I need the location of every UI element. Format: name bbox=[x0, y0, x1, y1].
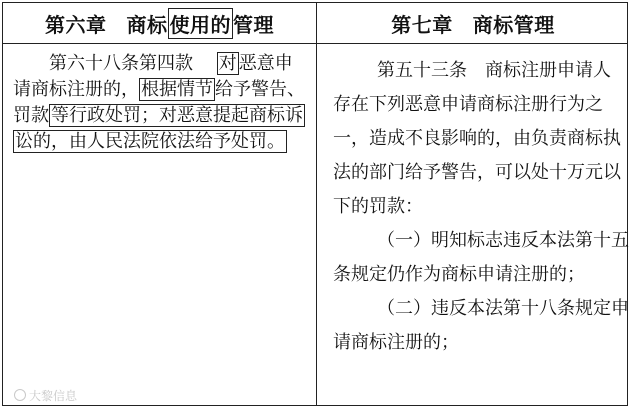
header-left-boxed: 使用的 bbox=[168, 8, 234, 39]
right-line: 一，造成不良影响的，由负责商标执 bbox=[333, 128, 621, 149]
column-divider bbox=[316, 3, 317, 405]
left-line-3 bbox=[13, 103, 311, 129]
left-boxed-4: 讼的，由人民法院依法给予处罚。 bbox=[15, 131, 285, 152]
watermark-text: 大黎信息 bbox=[29, 389, 78, 403]
header-right-post: 商标管理 bbox=[472, 12, 555, 37]
right-article-text bbox=[333, 59, 629, 365]
left-boxed-2: 根据情节 bbox=[141, 79, 213, 100]
right-line: （一）明知标志违反本法第十五 bbox=[377, 230, 629, 251]
header-chapter-7 bbox=[317, 3, 629, 43]
left-line-2-head: 请商标注册的， bbox=[13, 79, 139, 100]
left-boxed-3: 等行政处罚；对恶意提起商标诉 bbox=[51, 105, 303, 126]
header-right-pre: 第七章 bbox=[391, 12, 453, 37]
right-line: （二）违反本法第十八条规定申 bbox=[377, 298, 629, 319]
left-line-2-tail: 给予警告、 bbox=[215, 79, 305, 100]
right-line: 第五十三条 商标注册申请人 bbox=[377, 60, 611, 81]
left-article-ref: 第六十八条第四款 bbox=[49, 53, 193, 74]
left-line-1-tail: 恶意申 bbox=[238, 53, 293, 74]
left-line-1 bbox=[13, 51, 311, 77]
header-left-post: 管理 bbox=[233, 12, 274, 37]
right-line: 请商标注册的； bbox=[333, 332, 459, 353]
left-line-4 bbox=[13, 129, 311, 155]
right-line: 法的部门给予警告，可以处十万元以 bbox=[333, 162, 621, 183]
right-line: 下的罚款： bbox=[333, 196, 423, 217]
right-line: 条规定仍作为商标申请注册的； bbox=[333, 264, 585, 285]
left-line-3-head: 罚款 bbox=[13, 105, 49, 126]
watermark bbox=[14, 387, 77, 404]
header-divider bbox=[3, 43, 627, 44]
comparison-table bbox=[2, 2, 628, 406]
watermark-logo-icon bbox=[14, 389, 26, 401]
left-article-text bbox=[13, 51, 311, 155]
right-line: 存在下列恶意申请商标注册行为之 bbox=[333, 94, 603, 115]
header-chapter-6 bbox=[3, 3, 316, 43]
left-line-2 bbox=[13, 77, 311, 103]
left-boxed-1: 对 bbox=[218, 53, 237, 74]
header-left-pre: 第六章 bbox=[45, 12, 107, 37]
header-left-mid: 商标 bbox=[126, 12, 168, 37]
